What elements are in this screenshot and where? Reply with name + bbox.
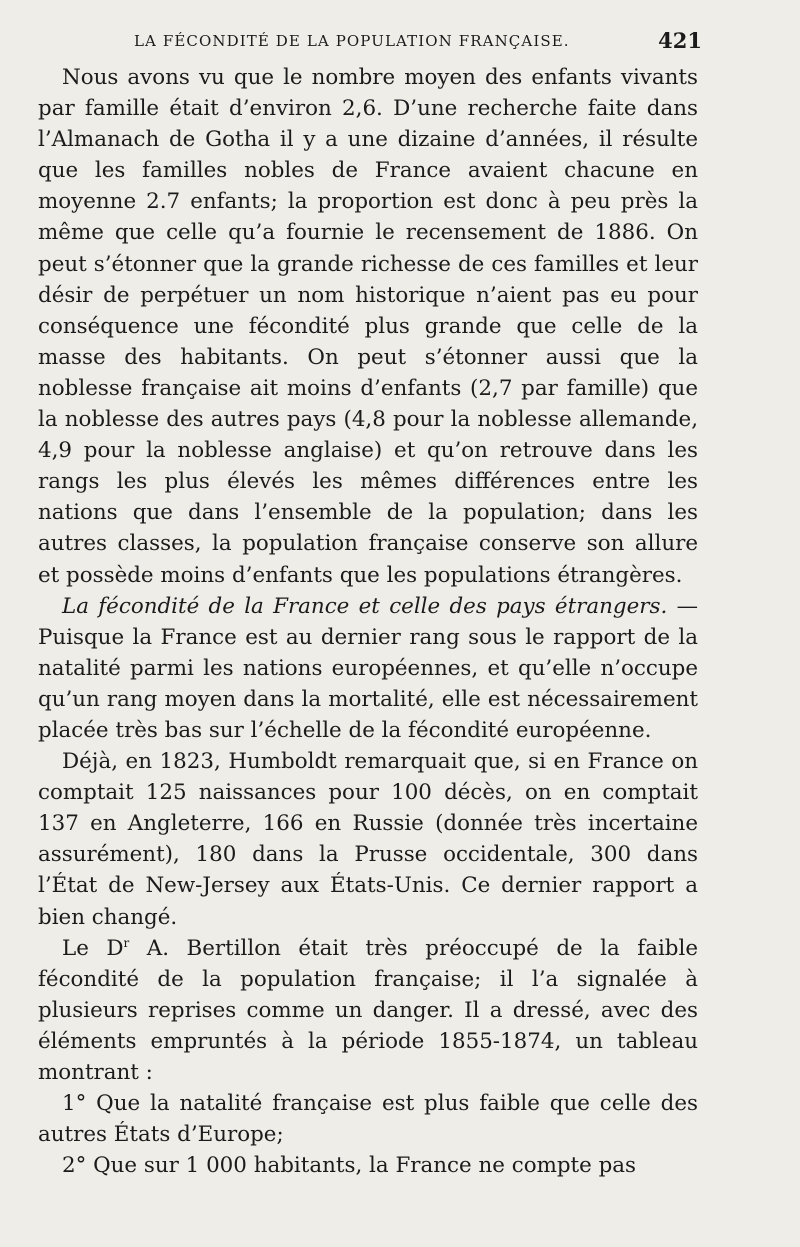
paragraph-3: Déjà, en 1823, Humboldt remarquait que, si en France on comptait 125 naissances pour 100 décès, on en comptait 137 en Angleterre, 166 en Russie (donnée très incertaine assurément), 180 dans la Prusse occidentale, 300 dans l’État de New-Jersey aux États-Unis. Ce dernier rapport a bien changé. <box>38 749 698 930</box>
paragraph-2-text: — Puisque la France est au dernier rang sous le rapport de la natalité parmi les nations européennes, et qu’elle n’occupe qu’un rang moyen dans la mortalité, elle est nécessairement placée très bas sur l’échelle de la fécondité européenne. <box>38 593 698 743</box>
paragraph-5: 1° Que la natalité française est plus faible que celle des autres États d’Europe; <box>38 1091 698 1148</box>
paragraph-2 <box>38 591 698 746</box>
page-number: 421 <box>658 28 702 53</box>
running-header <box>38 28 702 62</box>
section-heading: La fécondité de la France et celle des pays étrangers. <box>62 593 668 619</box>
running-title: LA FÉCONDITÉ DE LA POPULATION FRANÇAISE. <box>134 32 570 50</box>
doctor-superscript: r <box>123 935 130 950</box>
paragraph-6: 2° Que sur 1 000 habitants, la France ne compte pas <box>62 1153 637 1179</box>
paragraph-4 <box>38 933 698 1088</box>
paragraph-1: Nous avons vu que le nombre moyen des enfants vivants par famille était d’environ 2,6. D’une recherche faite dans l’Almanach de Gotha il y a une dizaine d’années, il résulte que les familles nobles de France avaient chacune en moyenne 2.7 enfants; la proportion est donc à peu près la même que celle qu’a fournie le recensement de 1886. On peut s’étonner que la grande richesse de ces familles et leur désir de perpétuer un nom historique n’aient pas eu pour conséquence une fécondité plus grande que celle de la masse des habitants. On peut s’étonner aussi que la noblesse française ait moins d’enfants (2,7 par famille) que la noblesse des autres pays (4,8 pour la noblesse allemande, 4,9 pour la noblesse anglaise) et qu’on retrouve dans les rangs les plus élevés les mêmes différences entre les nations que dans l’ensemble de la population; dans les autres classes, la population française conserve son allure et possède moins d’enfants que les populations étrangères. <box>38 65 698 588</box>
paragraph-4-text: A. Bertillon était très préoccupé de la faible fécondité de la population française; il l’a signalée à plusieurs reprises comme un danger. Il a dressé, avec des éléments empruntés à la période 1855-1874, un tableau montrant : <box>38 935 698 1085</box>
body-text <box>38 62 698 1181</box>
paragraph-4-lead: Le D <box>62 935 124 961</box>
